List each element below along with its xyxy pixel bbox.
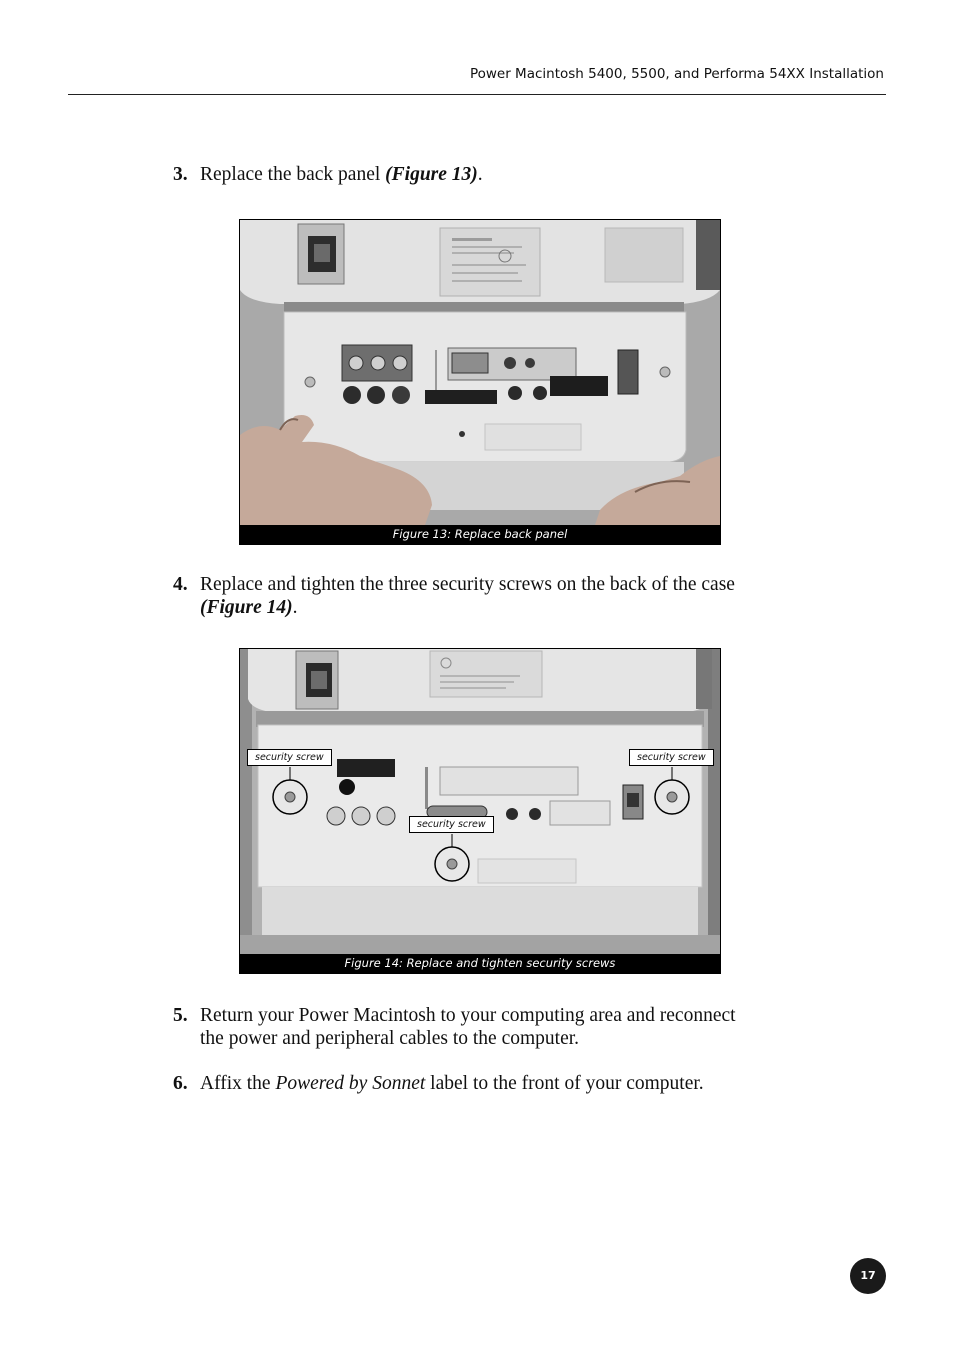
figure-reference: (Figure 14) xyxy=(200,597,293,618)
product-label-name: Powered by Sonnet xyxy=(275,1073,426,1094)
figure-13-caption: Figure 13: Replace back panel xyxy=(240,525,720,544)
figure-14-caption: Figure 14: Replace and tighten security screws xyxy=(240,954,720,973)
step-number: 4. xyxy=(173,574,188,595)
step-text: Replace the back panel (Figure 13). xyxy=(200,164,483,185)
step-4 xyxy=(173,573,753,619)
step-6 xyxy=(173,1072,753,1095)
security-screw-callout-right: security screw xyxy=(629,749,714,766)
step-3 xyxy=(173,163,753,186)
figure-reference: (Figure 13) xyxy=(385,164,478,185)
figure-13-photo xyxy=(240,220,720,525)
step-text: Return your Power Macintosh to your computing area and reconnect the power and peripheral cables to the computer. xyxy=(200,1005,736,1049)
running-header: Power Macintosh 5400, 5500, and Performa 54XX Installation xyxy=(469,66,884,82)
security-screw-callout-bottom: security screw xyxy=(409,816,494,833)
step-text: Replace and tighten the three security screws on the back of the case (Figure 14). xyxy=(200,574,735,618)
step-number: 3. xyxy=(173,164,188,185)
figure-14 xyxy=(239,648,721,974)
page-number-badge: 17 xyxy=(850,1258,886,1294)
figure-13 xyxy=(239,219,721,545)
figure-14-photo xyxy=(240,649,720,954)
step-5 xyxy=(173,1004,753,1050)
header-rule xyxy=(68,94,886,95)
step-number: 6. xyxy=(173,1073,188,1094)
security-screw-callout-left: security screw xyxy=(247,749,332,766)
step-number: 5. xyxy=(173,1005,188,1026)
step-text: Affix the Powered by Sonnet label to the front of your computer. xyxy=(200,1073,704,1094)
